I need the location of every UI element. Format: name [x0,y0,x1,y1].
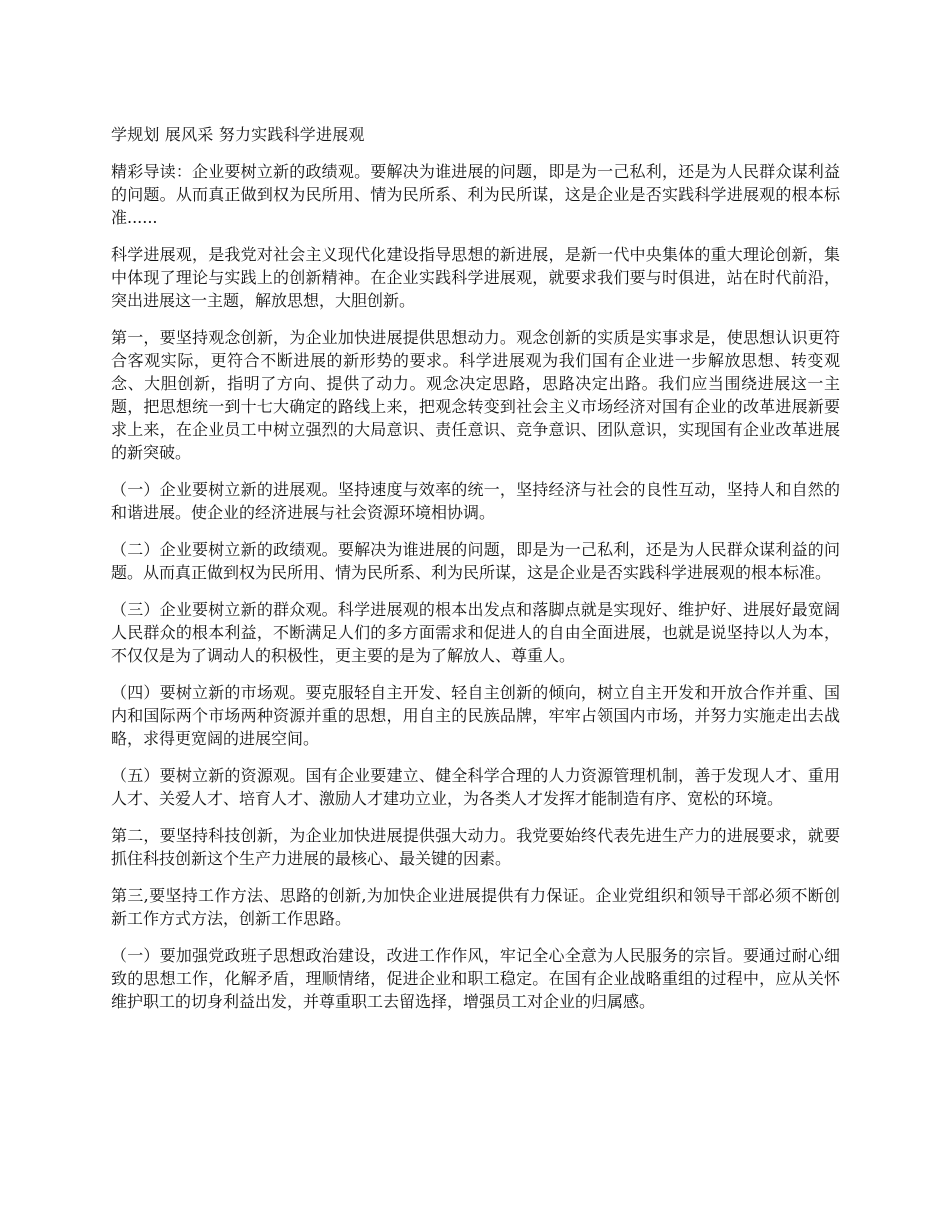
paragraph: 第二，要坚持科技创新，为企业加快进展提供强大动力。我党要始终代表先进生产力的进展要求，就要抓住科技创新这个生产力进展的最核心、最关键的因素。 [111,826,840,868]
paragraph-intro: 精彩导读：企业要树立新的政绩观。要解决为谁进展的问题，即是为一己私利，还是为人民群众谋利益的问题。从而真正做到权为民所用、情为民所系、利为民所谋，这是企业是否实践科学进展观的根本标准...... [111,162,840,227]
paragraph: （一）企业要树立新的进展观。坚持速度与效率的统一，坚持经济与社会的良性互动，坚持人和自然的和谐进展。使企业的经济进展与社会资源环境相协调。 [111,480,840,522]
paragraph: （二）企业要树立新的政绩观。要解决为谁进展的问题，即是为一己私利，还是为人民群众谋利益的问题。从而真正做到权为民所用、情为民所系、利为民所谋，这是企业是否实践科学进展观的根本标准。 [111,540,840,582]
paragraph: （一）要加强党政班子思想政治建设，改进工作作风，牢记全心全意为人民服务的宗旨。要通过耐心细致的思想工作，化解矛盾，理顺情绪，促进企业和职工稳定。在国有企业战略重组的过程中，应从关怀维护职工的切身利益出发，并尊重职工去留选择，增强员工对企业的归属感。 [111,946,840,1011]
paragraph: （五）要树立新的资源观。国有企业要建立、健全科学合理的人力资源管理机制，善于发现人才、重用人才、关爱人才、培育人才、激励人才建功立业，为各类人才发挥才能制造有序、宽松的环境。 [111,766,840,808]
paragraph: 科学进展观，是我党对社会主义现代化建设指导思想的新进展，是新一代中央集体的重大理论创新，集中体现了理论与实践上的创新精神。在企业实践科学进展观，就要求我们要与时俱进，站在时代前沿，突出进展这一主题，解放思想，大胆创新。 [111,245,840,310]
paragraph: 第一，要坚持观念创新，为企业加快进展提供思想动力。观念创新的实质是实事求是，使思想认识更符合客观实际，更符合不断进展的新形势的要求。科学进展观为我们国有企业进一步解放思想、转变观念、大胆创新，指明了方向、提供了动力。观念决定思路，思路决定出路。我们应当围绕进展这一主题，把思想统一到十七大确定的路线上来，把观念转变到社会主义市场经济对国有企业的改革进展新要求上来，在企业员工中树立强烈的大局意识、责任意识、竞争意识、团队意识，实现国有企业改革进展的新突破。 [111,328,840,462]
paragraph: （三）企业要树立新的群众观。科学进展观的根本出发点和落脚点就是实现好、维护好、进展好最宽阔人民群众的根本利益，不断满足人们的多方面需求和促进人的自由全面进展，也就是说坚持以人为本，不仅仅是为了调动人的积极性，更主要的是为了解放人、尊重人。 [111,600,840,665]
document-title: 学规划 展风采 努力实践科学进展观 [111,125,365,144]
paragraph: 第三,要坚持工作方法、思路的创新,为加快企业进展提供有力保证。企业党组织和领导干部必须不断创新工作方式方法，创新工作思路。 [111,886,840,928]
document-body [111,124,840,1027]
paragraph: （四）要树立新的市场观。要克服轻自主开发、轻自主创新的倾向，树立自主开发和开放合作并重、国内和国际两个市场两种资源并重的思想，用自主的民族品牌，牢牢占领国内市场，并努力实施走出去战略，求得更宽阔的进展空间。 [111,683,840,748]
